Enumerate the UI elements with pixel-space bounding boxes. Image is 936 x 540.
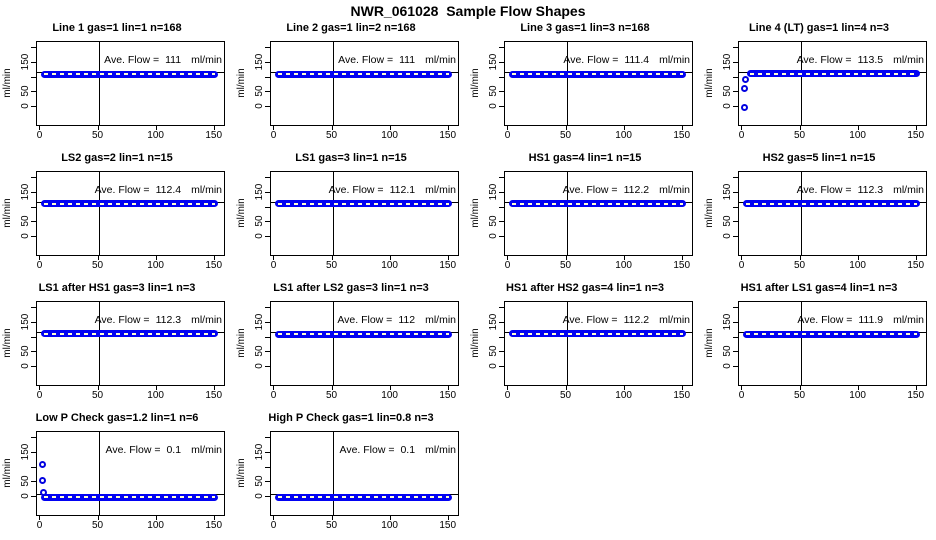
x-tick-label: 150: [439, 390, 457, 401]
panel-title: High P Check gas=1 lin=0.8 n=3: [268, 412, 434, 424]
ave-flow-unit: ml/min: [191, 54, 222, 66]
y-axis-label: ml/min: [236, 457, 247, 488]
plot-area: [504, 301, 693, 386]
plot-area: [504, 171, 693, 256]
ave-flow-value: 0.1: [400, 444, 416, 456]
panel-title: LS1 after HS1 gas=3 lin=1 n=3: [38, 282, 196, 294]
plot-area: [36, 171, 225, 256]
mean-dash-line: [750, 73, 916, 75]
ave-flow-annotation: [563, 315, 690, 326]
mean-dash-line: [746, 203, 917, 205]
panel-title: HS1 gas=4 lin=1 n=15: [528, 152, 642, 164]
x-tick-label: 50: [559, 260, 572, 271]
y-axis-label: ml/min: [2, 67, 13, 98]
data-point-band: [41, 71, 218, 78]
y-tick-label: 150: [254, 53, 265, 71]
data-point-band: [743, 331, 920, 338]
ave-flow-label: Ave. Flow =: [562, 184, 618, 196]
y-axis-label: ml/min: [236, 67, 247, 98]
x-tick-label: 100: [147, 130, 164, 141]
y-tick-label: 50: [20, 215, 31, 227]
ave-flow-unit: ml/min: [659, 184, 690, 196]
x-tick-label: 100: [849, 260, 866, 271]
data-point-band: [275, 71, 452, 78]
ave-flow-label: Ave. Flow =: [105, 444, 161, 456]
y-axis-label: ml/min: [704, 197, 715, 228]
flow-panel: [0, 408, 234, 538]
flow-panel: [0, 278, 234, 408]
x-tick-label: 0: [270, 130, 277, 141]
x-tick-label: 150: [205, 520, 223, 531]
y-tick-label: 0: [20, 233, 31, 239]
x-tick-label: 0: [36, 260, 43, 271]
ave-flow-unit: ml/min: [893, 184, 924, 196]
x-tick-label: 100: [615, 260, 632, 271]
flow-panel: [0, 18, 234, 148]
data-point-band: [41, 200, 218, 207]
y-tick-label: 0: [20, 363, 31, 369]
mean-dash-line: [44, 333, 215, 335]
y-axis-label: ml/min: [470, 67, 481, 98]
plot-area: [36, 301, 225, 386]
panel-title: Line 4 (LT) gas=1 lin=4 n=3: [748, 22, 890, 34]
ave-flow-unit: ml/min: [191, 444, 222, 456]
y-axis-label: ml/min: [2, 327, 13, 358]
x-tick-label: 100: [849, 130, 866, 141]
x-tick-label: 50: [91, 260, 104, 271]
y-tick-label: 150: [20, 53, 31, 71]
ave-flow-value: 113.5: [857, 54, 884, 66]
ave-flow-unit: ml/min: [659, 314, 690, 326]
flow-panel: [0, 148, 234, 278]
mean-dash-line: [278, 203, 449, 205]
y-tick-label: 50: [254, 215, 265, 227]
mean-dash-line: [512, 73, 683, 75]
y-tick-label: 0: [722, 363, 733, 369]
x-tick-label: 50: [325, 260, 338, 271]
ave-flow-annotation: [563, 185, 690, 196]
data-point-band: [509, 200, 686, 207]
figure-title: NWR_061028 Sample Flow Shapes: [350, 3, 586, 19]
ave-flow-unit: ml/min: [893, 314, 924, 326]
x-tick-label: 150: [907, 390, 925, 401]
y-tick-label: 50: [20, 85, 31, 97]
y-axis-label: ml/min: [236, 327, 247, 358]
ave-flow-annotation: [95, 185, 222, 196]
data-point-band: [41, 330, 218, 337]
data-point-band: [275, 200, 452, 207]
outlier-point: [741, 85, 748, 92]
y-tick-label: 50: [722, 85, 733, 97]
ave-flow-value: 0.1: [166, 444, 182, 456]
ave-flow-unit: ml/min: [191, 184, 222, 196]
x-tick-label: 150: [439, 520, 457, 531]
ave-flow-value: 112.3: [857, 184, 884, 196]
data-point-band: [509, 71, 686, 78]
mean-dash-line: [512, 203, 683, 205]
flow-panel: [234, 18, 468, 148]
plot-area: [270, 41, 459, 126]
y-tick-label: 50: [254, 85, 265, 97]
x-tick-label: 100: [849, 390, 866, 401]
x-tick-label: 150: [673, 390, 691, 401]
x-tick-label: 50: [793, 390, 806, 401]
plot-area: [270, 301, 459, 386]
y-tick-label: 150: [488, 183, 499, 201]
x-tick-label: 100: [147, 520, 164, 531]
panel-title: LS1 after LS2 gas=3 lin=1 n=3: [273, 282, 429, 294]
outlier-point: [39, 477, 46, 484]
x-tick-label: 0: [36, 130, 43, 141]
flow-panel: [702, 148, 936, 278]
ave-flow-label: Ave. Flow =: [337, 314, 393, 326]
flow-panel: [234, 148, 468, 278]
y-tick-label: 0: [488, 363, 499, 369]
ave-flow-unit: ml/min: [425, 184, 456, 196]
y-tick-label: 150: [20, 443, 31, 461]
ave-flow-annotation: [563, 55, 690, 66]
x-tick-label: 50: [559, 390, 572, 401]
mean-dash-line: [512, 333, 683, 335]
ave-flow-value: 112.2: [623, 184, 650, 196]
x-tick-label: 0: [504, 130, 511, 141]
ave-flow-value: 111: [165, 54, 182, 66]
x-tick-label: 0: [738, 130, 745, 141]
mean-dash-line: [278, 73, 449, 75]
x-tick-label: 100: [381, 390, 398, 401]
ave-flow-value: 112.3: [155, 314, 182, 326]
x-tick-label: 50: [793, 130, 806, 141]
y-axis-label: ml/min: [2, 197, 13, 228]
data-point-band: [743, 200, 920, 207]
y-tick-label: 150: [20, 183, 31, 201]
y-tick-label: 50: [722, 215, 733, 227]
plot-area: [738, 171, 927, 256]
x-tick-label: 0: [270, 390, 277, 401]
flow-panel: [468, 18, 702, 148]
ave-flow-annotation: [95, 315, 222, 326]
y-tick-label: 50: [722, 345, 733, 357]
plot-area: [270, 171, 459, 256]
y-tick-label: 50: [254, 345, 265, 357]
y-tick-label: 0: [20, 103, 31, 109]
ave-flow-label: Ave. Flow =: [339, 444, 395, 456]
x-tick-label: 100: [615, 130, 632, 141]
ave-flow-label: Ave. Flow =: [797, 314, 853, 326]
y-tick-label: 0: [488, 233, 499, 239]
y-tick-label: 0: [254, 103, 265, 109]
ave-flow-annotation: [337, 315, 456, 326]
y-tick-label: 0: [254, 233, 265, 239]
y-axis-label: ml/min: [470, 197, 481, 228]
x-tick-label: 50: [325, 390, 338, 401]
panel-title: Line 2 gas=1 lin=2 n=168: [286, 22, 416, 34]
x-tick-label: 100: [615, 390, 632, 401]
plot-area: [270, 431, 459, 516]
outlier-point: [741, 104, 748, 111]
plot-area: [738, 41, 927, 126]
vertical-ref-line: [333, 42, 334, 125]
x-tick-label: 0: [738, 390, 745, 401]
ave-flow-annotation: [797, 185, 924, 196]
x-tick-label: 0: [36, 390, 43, 401]
data-point-band: [275, 331, 452, 338]
ave-flow-annotation: [797, 55, 924, 66]
y-tick-label: 50: [488, 85, 499, 97]
ave-flow-value: 112.2: [623, 314, 650, 326]
y-tick-label: 150: [254, 183, 265, 201]
outlier-point: [39, 461, 46, 468]
ave-flow-annotation: [340, 445, 457, 456]
data-point-band: [747, 70, 919, 77]
x-tick-label: 0: [270, 260, 277, 271]
plot-area: [738, 301, 927, 386]
flow-panel: [702, 278, 936, 408]
y-tick-label: 0: [488, 103, 499, 109]
panel-title: Low P Check gas=1.2 lin=1 n=6: [35, 412, 199, 424]
ave-flow-unit: ml/min: [425, 54, 456, 66]
ave-flow-unit: ml/min: [893, 54, 924, 66]
mean-dash-line: [44, 73, 215, 75]
x-tick-label: 150: [205, 260, 223, 271]
x-tick-label: 50: [91, 390, 104, 401]
x-tick-label: 150: [907, 260, 925, 271]
y-tick-label: 150: [722, 53, 733, 71]
flow-panel: [234, 408, 468, 538]
mean-dash-line: [44, 496, 215, 498]
data-point-band: [275, 494, 452, 501]
ave-flow-unit: ml/min: [659, 54, 690, 66]
ave-flow-label: Ave. Flow =: [796, 54, 852, 66]
x-tick-label: 150: [439, 130, 457, 141]
y-axis-label: ml/min: [2, 457, 13, 488]
x-tick-label: 0: [504, 260, 511, 271]
vertical-ref-line: [99, 432, 100, 515]
plot-area: [36, 41, 225, 126]
y-tick-label: 150: [488, 313, 499, 331]
y-tick-label: 0: [722, 103, 733, 109]
x-tick-label: 150: [907, 130, 925, 141]
panel-title: Line 3 gas=1 lin=3 n=168: [520, 22, 650, 34]
y-tick-label: 50: [488, 215, 499, 227]
panel-grid: [0, 18, 936, 540]
vertical-ref-line: [99, 42, 100, 125]
y-tick-label: 0: [254, 493, 265, 499]
y-tick-label: 50: [254, 475, 265, 487]
panel-title: HS2 gas=5 lin=1 n=15: [762, 152, 876, 164]
flow-panel: [702, 18, 936, 148]
y-tick-label: 50: [20, 475, 31, 487]
y-tick-label: 150: [488, 53, 499, 71]
ave-flow-value: 111.9: [858, 314, 884, 326]
y-axis-label: ml/min: [236, 197, 247, 228]
x-tick-label: 100: [381, 520, 398, 531]
y-tick-label: 150: [722, 313, 733, 331]
panel-title: LS2 gas=2 lin=1 n=15: [61, 152, 173, 164]
flow-panel: [468, 278, 702, 408]
x-tick-label: 100: [147, 390, 164, 401]
x-tick-label: 0: [270, 520, 277, 531]
y-axis-label: ml/min: [470, 327, 481, 358]
y-tick-label: 50: [20, 345, 31, 357]
ave-flow-label: Ave. Flow =: [328, 184, 384, 196]
x-tick-label: 150: [205, 390, 223, 401]
data-point-band: [509, 330, 686, 337]
x-tick-label: 0: [504, 390, 511, 401]
x-tick-label: 50: [325, 520, 338, 531]
x-tick-label: 100: [381, 130, 398, 141]
plot-area: [36, 431, 225, 516]
panel-title: Line 1 gas=1 lin=1 n=168: [52, 22, 182, 34]
panel-title: LS1 gas=3 lin=1 n=15: [295, 152, 407, 164]
ave-flow-unit: ml/min: [425, 444, 456, 456]
vertical-ref-line: [333, 302, 334, 385]
ave-flow-label: Ave. Flow =: [94, 184, 150, 196]
x-tick-label: 50: [559, 130, 572, 141]
ave-flow-value: 111.4: [624, 54, 650, 66]
ave-flow-label: Ave. Flow =: [563, 54, 619, 66]
y-tick-label: 150: [722, 183, 733, 201]
panel-title: HS1 after LS1 gas=4 lin=1 n=3: [740, 282, 898, 294]
ave-flow-annotation: [338, 55, 456, 66]
mean-dash-line: [44, 203, 215, 205]
y-axis-label: ml/min: [704, 327, 715, 358]
x-tick-label: 50: [91, 520, 104, 531]
x-tick-label: 150: [673, 130, 691, 141]
y-tick-label: 150: [20, 313, 31, 331]
ave-flow-label: Ave. Flow =: [94, 314, 150, 326]
ave-flow-annotation: [104, 55, 222, 66]
ave-flow-value: 112: [398, 314, 416, 326]
ave-flow-annotation: [797, 315, 924, 326]
x-tick-label: 0: [36, 520, 43, 531]
mean-dash-line: [278, 496, 449, 498]
flow-panel: [234, 278, 468, 408]
y-tick-label: 50: [488, 345, 499, 357]
ave-flow-label: Ave. Flow =: [562, 314, 618, 326]
ave-flow-unit: ml/min: [191, 314, 222, 326]
ave-flow-label: Ave. Flow =: [796, 184, 852, 196]
flow-panel: [468, 148, 702, 278]
x-tick-label: 100: [147, 260, 164, 271]
x-tick-label: 0: [738, 260, 745, 271]
panel-title: HS1 after HS2 gas=4 lin=1 n=3: [505, 282, 665, 294]
y-tick-label: 0: [722, 233, 733, 239]
y-tick-label: 150: [254, 443, 265, 461]
y-axis-label: ml/min: [704, 67, 715, 98]
plot-area: [504, 41, 693, 126]
ave-flow-label: Ave. Flow =: [338, 54, 394, 66]
data-point-band: [41, 494, 218, 501]
x-tick-label: 50: [325, 130, 338, 141]
y-tick-label: 150: [254, 313, 265, 331]
x-tick-label: 150: [673, 260, 691, 271]
ave-flow-annotation: [106, 445, 223, 456]
ave-flow-annotation: [329, 185, 456, 196]
mean-dash-line: [746, 333, 917, 335]
x-tick-label: 150: [439, 260, 457, 271]
x-tick-label: 150: [205, 130, 223, 141]
vertical-ref-line: [333, 432, 334, 515]
ave-flow-label: Ave. Flow =: [104, 54, 160, 66]
ave-flow-value: 112.1: [389, 184, 416, 196]
y-tick-label: 0: [20, 493, 31, 499]
x-tick-label: 100: [381, 260, 398, 271]
y-tick-label: 0: [254, 363, 265, 369]
x-tick-label: 50: [91, 130, 104, 141]
ave-flow-value: 111: [399, 54, 416, 66]
outlier-point: [742, 76, 749, 83]
ave-flow-value: 112.4: [155, 184, 182, 196]
mean-dash-line: [278, 333, 449, 335]
ave-flow-unit: ml/min: [425, 314, 456, 326]
x-tick-label: 50: [793, 260, 806, 271]
